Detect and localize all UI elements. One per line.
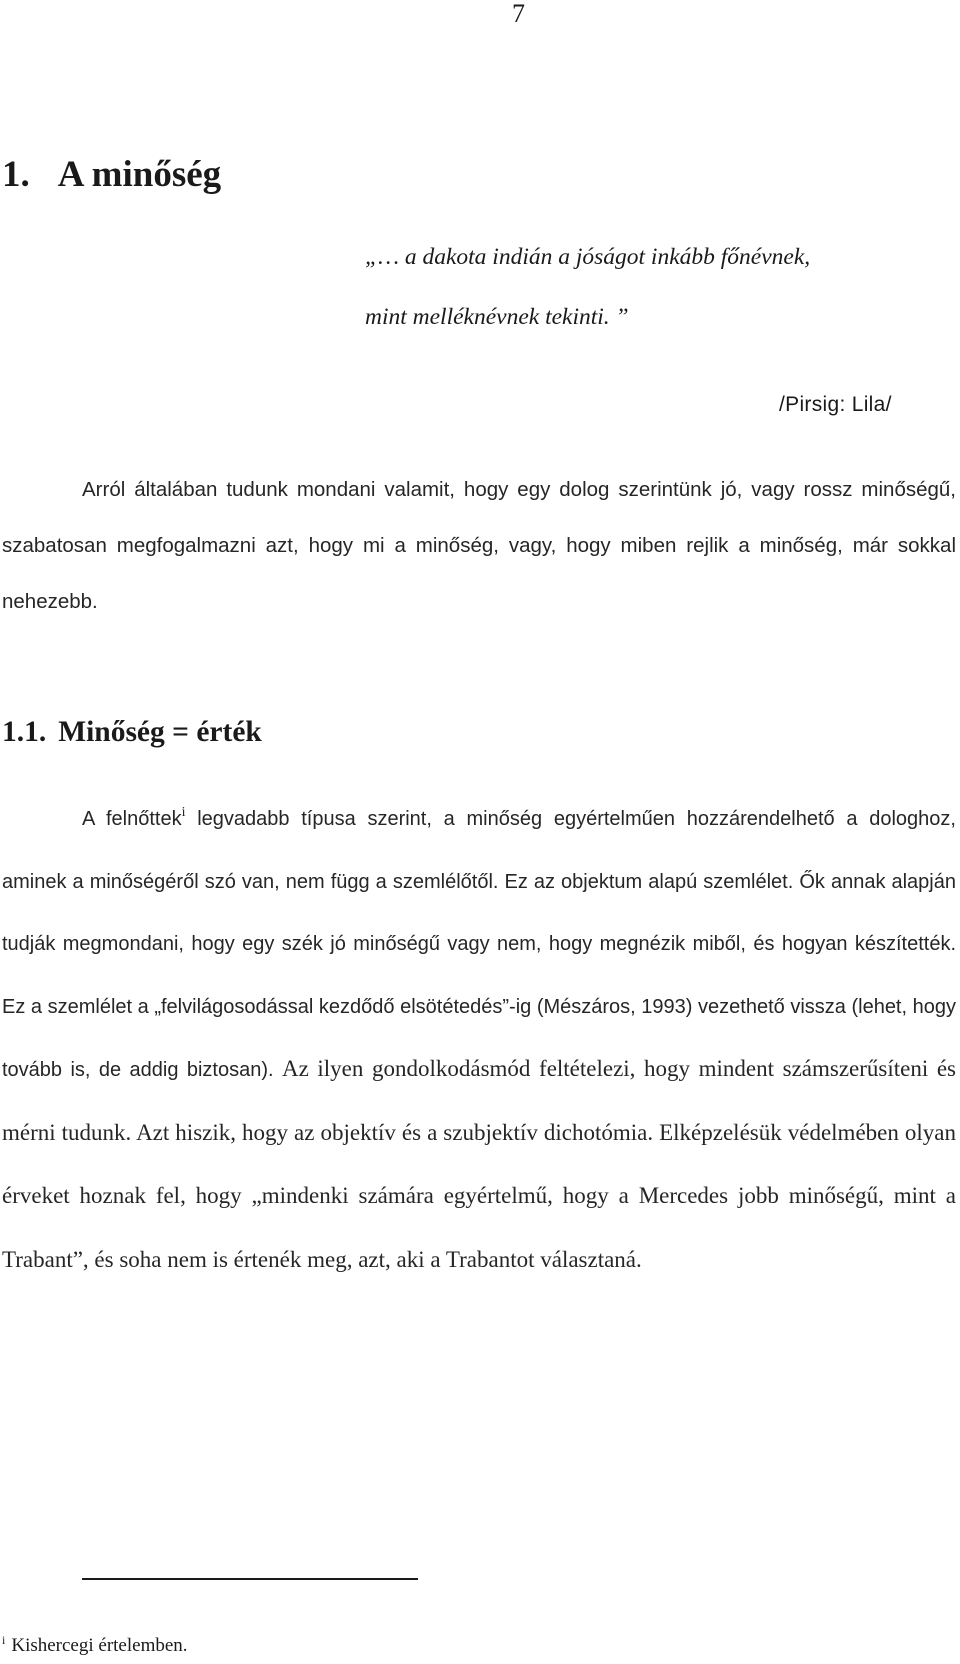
epigraph-source: /Pirsig: Lila/ [779, 393, 892, 416]
footnote-text: Kishercegi értelemben. [11, 1635, 188, 1656]
footnote [2, 1632, 188, 1660]
body-paragraph [2, 788, 956, 1292]
section-number: 1.1. [2, 716, 47, 748]
chapter-title-text: A minőség [57, 154, 222, 195]
epigraph-line-2: mint melléknévnek tekinti. ” [365, 304, 629, 330]
intro-paragraph: Arról általában tudunk mondani valamit, hogy egy dolog szerintünk jó, vagy rossz minőségű, szabatosan megfogalmazni azt, hogy mi a minőség, vagy, hogy miben rejlik a minőség, már sokkal nehezebb. [2, 478, 956, 613]
footnote-reference[interactable]: i [181, 805, 186, 820]
section-title [2, 712, 262, 752]
footnote-divider [82, 1578, 418, 1580]
body-text-part-1: A felnőttek [82, 808, 182, 830]
section-title-text: Minőség = érték [58, 716, 262, 748]
epigraph-line-1: „… a dakota indián a jóságot inkább főnévnek, [365, 244, 811, 270]
footnote-marker: i [2, 1633, 6, 1647]
body-text-part-3: Az ilyen gondolkodásmód feltételezi, hogy mindent számszerűsíteni és mérni tudunk. Azt hiszik, hogy az objektív és a szubjektív dichotómia. Elképzelésük védelmében olyan érveket hoznak fel, hogy „mindenki számára egyértelmű, hogy a Mercedes jobb minőségű, mint a Trabant”, és soha nem is értenék meg, azt, aki a Trabantot választaná. [2, 1056, 956, 1272]
chapter-number: 1. [2, 154, 30, 195]
page-number: 7 [512, 0, 525, 28]
body-text-part-2: legvadabb típusa szerint, a minőség egyértelműen hozzárendelhető a dologhoz, aminek a minőségéről szó van, nem függ a szemlélőtől. Ez az objektum alapú szemlélet. Ők annak alapján tudják megmondani, hogy egy szék jó minőségű vagy nem, hogy megnézik miből, és hogyan készítették. Ez a szemlélet a „felvilágosodással kezdődő elsötétedés”-ig (Mészáros, 1993) vezethető vissza (lehet, hogy tovább is, de addig biztosan). [2, 808, 956, 1081]
chapter-title [2, 152, 221, 198]
